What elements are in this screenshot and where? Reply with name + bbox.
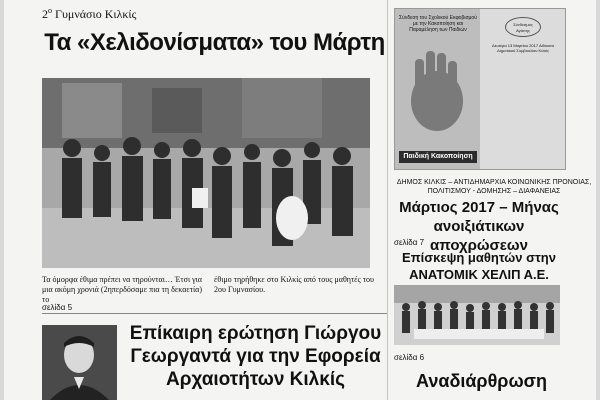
caption-right: έθιμο τηρήθηκε στο Κιλκίς από τους μαθητές του 2ου Γυμνασίου. <box>214 275 374 294</box>
poster-details: Δευτέρα 13 Μαρτίου 2017 Αίθουσα Δημοτικού Συμβουλίου Κιλκίς <box>492 43 554 53</box>
school-name: Γυμνάσιο Κιλκίς <box>52 7 137 21</box>
article-kicker <box>42 6 136 22</box>
municipality-section: ΔΗΜΟΣ ΚΙΛΚΙΣ – ΑΝΤΙΔΗΜΑΡΧΙΑ ΚΟΙΝΩΝΙΚΗΣ ΠΡΟΝΟΙΑΣ, ΠΟΛΙΤΙΣΜΟΥ - ΔΟΜΗΣΗΣ – ΔΙΑΦΑΝΕΙΑΣ <box>396 179 592 195</box>
portrait-illustration <box>42 325 117 400</box>
third-headline[interactable]: Μάρτιος 2017 – Μήνας ανοιξιάτικων αποχρώσεων <box>399 199 559 254</box>
second-headline[interactable]: Επίκαιρη ερώτηση Γιώργου Γεωργαντά για την Εφορεία Αρχαιοτήτων Κιλκίς <box>129 323 382 390</box>
page-ref-1[interactable]: σελίδα 5 <box>42 303 73 312</box>
event-poster[interactable] <box>394 8 566 170</box>
fourth-headline[interactable]: Επίσκεψη μαθητών στην ΑΝΑΤΟΜΙΚ ΧΕΛΙΠ Α.Ε. <box>402 250 556 282</box>
school-number: 2 <box>42 7 48 21</box>
students-photo-illustration <box>42 78 370 268</box>
group-photo[interactable] <box>394 285 560 345</box>
group-photo-illustration <box>394 285 560 345</box>
vertical-divider <box>387 0 388 400</box>
hand-stop-icon <box>395 9 480 169</box>
main-headline[interactable]: Τα «Χελιδονίσματα» του Μάρτη <box>44 29 385 56</box>
school-ordinal-suffix: ο <box>48 6 52 15</box>
column-divider <box>42 313 387 314</box>
caption-left: Τα όμορφα έθιμα πρέπει να τηρούνται… Έτσι για μια ακόμη χρονιά (2ηπερδόσαμε πια τη δεκαετία) το <box>42 275 202 304</box>
poster-title: Σύνδεση του Σχολικού Εκφοβισμού με την Κακοποίηση και Παραμέληση των Παιδιών <box>399 15 477 33</box>
page-ref-2[interactable]: σελίδα 7 <box>394 238 425 247</box>
page-ref-3[interactable]: σελίδα 6 <box>394 353 425 362</box>
fifth-headline[interactable]: Αναδιάρθρωση <box>416 371 547 391</box>
politician-portrait[interactable] <box>42 325 117 400</box>
poster-artwork <box>395 9 480 169</box>
students-photo[interactable] <box>42 78 370 268</box>
poster-banner: Παιδική Κακοποίηση <box>399 151 477 163</box>
poster-logo: Σύνδεσμος Αγάπης <box>505 17 541 37</box>
